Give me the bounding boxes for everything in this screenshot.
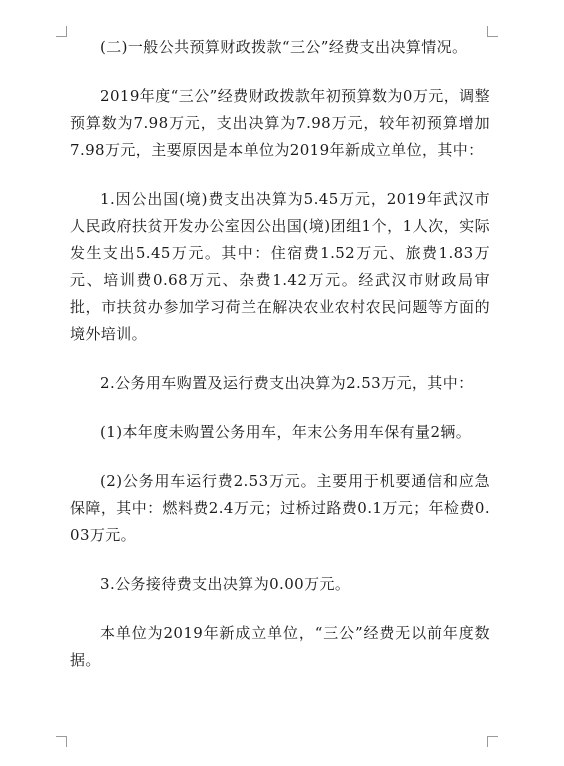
budget-summary-paragraph: 2019年度“三公”经费财政拨款年初预算数为0万元，调整预算数为7.98万元，支出决算为7.98万元，较年初预算增加7.98万元，主要原因是本单位为2019年新成立单位，其中：: [70, 87, 490, 159]
crop-mark-top-left: [56, 26, 67, 37]
vehicle-operation-paragraph: (2)公务用车运行费2.53万元。主要用于机要通信和应急保障，其中：燃料费2.4万元；过桥过路费0.1万元；年检费0.03万元。: [70, 472, 490, 544]
document-body: [70, 34, 490, 674]
crop-mark-bottom-right: [487, 736, 498, 747]
overseas-expense-paragraph: 1.因公出国(境)费支出决算为5.45万元，2019年武汉市人民政府扶贫开发办公室因公出国(境)团组1个，1人次，实际发生支出5.45万元。其中：住宿费1.52万元、旅费1.83万元、培训费0.68万元、杂费1.42万元。经武汉市财政局审批，市扶贫办参加学习荷兰在解决农业农村农民问题等方面的境外培训。: [70, 190, 490, 343]
reception-expense-paragraph: 3.公务接待费支出决算为0.00万元。: [100, 575, 351, 593]
vehicle-expense-paragraph: 2.公务用车购置及运行费支出决算为2.53万元，其中：: [100, 374, 474, 392]
section-heading-paragraph: (二)一般公共预算财政拨款“三公”经费支出决算情况。: [100, 38, 468, 56]
vehicle-purchase-paragraph: (1)本年度未购置公务用车，年末公务用车保有量2辆。: [100, 423, 472, 441]
crop-mark-bottom-left: [56, 736, 67, 747]
closing-note-paragraph: 本单位为2019年新成立单位，“三公”经费无以前年度数据。: [70, 624, 490, 669]
